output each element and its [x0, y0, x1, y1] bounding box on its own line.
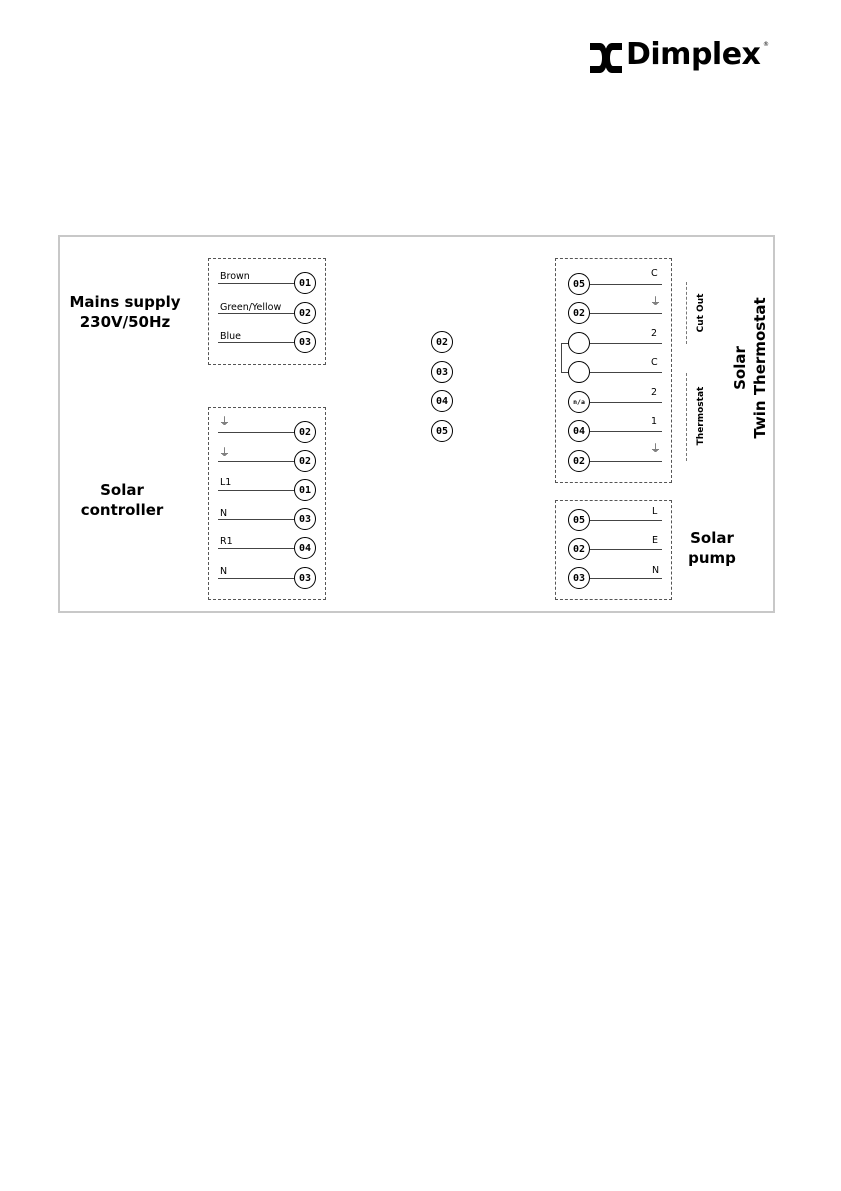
terminal: n/a: [568, 391, 590, 413]
terminal: 01: [294, 272, 316, 294]
solar-pump-label: [682, 528, 742, 568]
earth-icon: ⏚: [650, 442, 661, 455]
mains-supply-label: [55, 292, 195, 332]
link-wire: [561, 343, 562, 372]
terminal: 03: [294, 567, 316, 589]
wire: [590, 313, 662, 314]
link-wire: [561, 372, 568, 373]
wire-label: L: [652, 506, 658, 517]
wire: [590, 578, 662, 579]
mains-label-line2: 230V/50Hz: [79, 313, 171, 331]
wire-label: Brown: [220, 271, 250, 282]
wire: [218, 313, 294, 314]
wire: [218, 342, 294, 343]
wire-label: R1: [220, 536, 233, 547]
wire: [218, 548, 294, 549]
terminal: 02: [294, 450, 316, 472]
solar-twin-thermostat-label: [730, 288, 770, 448]
wire-label: N: [652, 565, 660, 576]
wire: [218, 461, 294, 462]
terminal: 03: [568, 567, 590, 589]
terminal: 02: [568, 302, 590, 324]
wire: [218, 578, 294, 579]
wire-label: N: [220, 508, 228, 519]
wire: [218, 432, 294, 433]
terminal: 04: [294, 537, 316, 559]
dimplex-logo-icon: [588, 41, 624, 75]
wire: [218, 519, 294, 520]
controller-label-line1: Solar: [100, 481, 144, 499]
cutout-label: Cut Out: [696, 293, 706, 333]
terminal: 05: [568, 509, 590, 531]
terminal: 02: [294, 421, 316, 443]
terminal: 01: [294, 479, 316, 501]
wire: [590, 372, 662, 373]
center-terminal: 05: [431, 420, 453, 442]
wire: [590, 461, 662, 462]
wire-label: N: [220, 566, 228, 577]
wire: [590, 520, 662, 521]
wire: [590, 549, 662, 550]
terminal: 02: [568, 450, 590, 472]
wire-label: 1: [651, 416, 658, 427]
thermostat-label-line1: Solar: [731, 346, 749, 390]
center-terminal: 03: [431, 361, 453, 383]
wire-label: E: [652, 535, 659, 546]
wire: [590, 431, 662, 432]
wire: [218, 283, 294, 284]
terminal: [568, 361, 590, 383]
wire-label: Blue: [220, 331, 242, 342]
pump-label-line2: pump: [688, 549, 736, 567]
solar-controller-label: [72, 480, 172, 520]
center-terminal: 02: [431, 331, 453, 353]
terminal: [568, 332, 590, 354]
terminal: 03: [294, 331, 316, 353]
terminal: 02: [568, 538, 590, 560]
mains-label-line1: Mains supply: [69, 293, 181, 311]
wire-label: Green/Yellow: [220, 302, 282, 313]
terminal: 03: [294, 508, 316, 530]
controller-label-line2: controller: [80, 501, 164, 519]
wire-label: 2: [651, 328, 658, 339]
terminal: 02: [294, 302, 316, 324]
terminal: 05: [568, 273, 590, 295]
wire-label: L1: [220, 477, 232, 488]
wire: [590, 402, 662, 403]
wire-label: C: [651, 268, 658, 279]
wire: [590, 284, 662, 285]
wire-label: C: [651, 357, 658, 368]
registered-mark: ®: [763, 41, 769, 48]
thermostat-sub-label: Thermostat: [696, 386, 706, 446]
center-terminal: 04: [431, 390, 453, 412]
thermostat-bracket: [686, 373, 687, 461]
wire: [218, 490, 294, 491]
cutout-bracket: [686, 282, 687, 344]
brand-name: Dimplex: [626, 37, 761, 72]
earth-icon: ⏚: [219, 446, 230, 459]
earth-icon: ⏚: [650, 295, 661, 308]
link-wire: [561, 343, 568, 344]
terminal: 04: [568, 420, 590, 442]
pump-label-line1: Solar: [690, 529, 734, 547]
wire: [590, 343, 662, 344]
earth-icon: ⏚: [219, 415, 230, 428]
thermostat-label-line2: Twin Thermostat: [751, 297, 769, 439]
wire-label: 2: [651, 387, 658, 398]
